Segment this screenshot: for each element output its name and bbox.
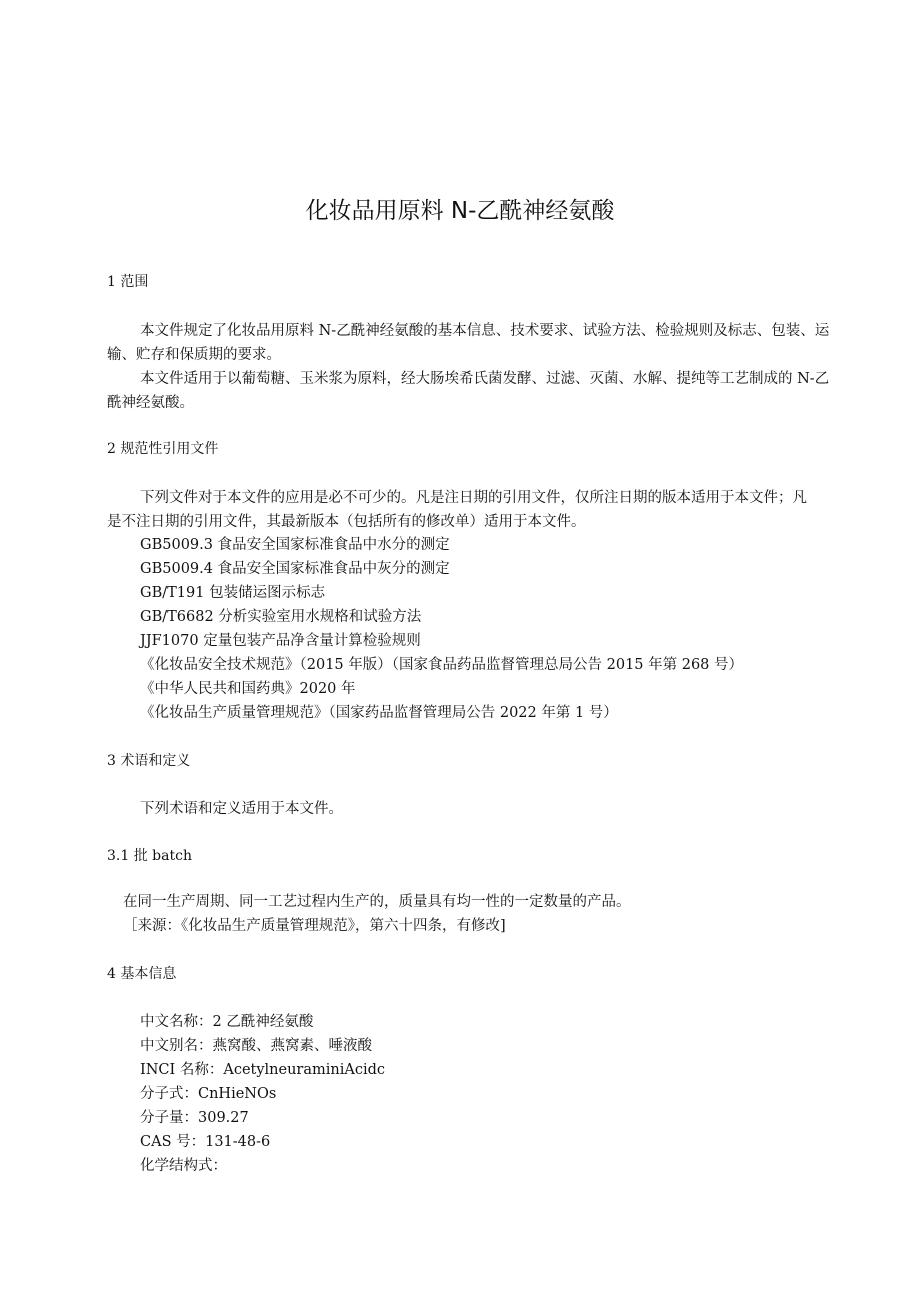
reference-item: 《化妆品安全技术规范》（2015 年版）（国家食品药品监督管理总局公告 2015 年第 268 号） bbox=[140, 657, 744, 673]
section-1-heading: 1 范围 bbox=[107, 274, 149, 290]
info-molecular-weight: 分子量：309.27 bbox=[140, 1110, 249, 1126]
section-3-heading: 3 术语和定义 bbox=[107, 753, 191, 769]
info-chinese-alias: 中文别名：燕窝酸、燕窝素、唾液酸 bbox=[140, 1038, 372, 1054]
reference-item: GB/T6682 分析实验室用水规格和试验方法 bbox=[140, 609, 422, 625]
section-3-intro: 下列术语和定义适用于本文件。 bbox=[140, 801, 343, 817]
reference-item: 《中华人民共和国药典》2020 年 bbox=[140, 681, 356, 697]
section-1-para-1: 本文件规定了化妆品用原料 N-乙酰神经氨酸的基本信息、技术要求、试验方法、检验规则及标志、包装、运输、贮存和保质期的要求。 bbox=[107, 323, 830, 363]
reference-item: GB5009.4 食品安全国家标准食品中灰分的测定 bbox=[140, 561, 450, 577]
document-title: 化妆品用原料 N-乙酰神经氨酸 bbox=[305, 198, 615, 224]
info-cas-number: CAS 号：131-48-6 bbox=[140, 1134, 271, 1150]
section-3-1-heading: 3.1 批 batch bbox=[107, 848, 192, 864]
info-structure-label: 化学结构式： bbox=[140, 1158, 227, 1174]
reference-item: JJF1070 定量包装产品净含量计算检验规则 bbox=[140, 633, 421, 649]
reference-item: 《化妆品生产质量管理规范》（国家药品监督管理局公告 2022 年第 1 号） bbox=[140, 705, 618, 721]
reference-item: GB/T191 包装储运图示标志 bbox=[140, 585, 326, 601]
section-2-intro: 下列文件对于本文件的应用是必不可少的。凡是注日期的引用文件，仅所注日期的版本适用于本文件；凡是不注日期的引用文件，其最新版本（包括所有的修改单）适用于本文件。 bbox=[107, 490, 807, 530]
reference-item: GB5009.3 食品安全国家标准食品中水分的测定 bbox=[140, 537, 450, 553]
batch-definition: 在同一生产周期、同一工艺过程内生产的，质量具有均一性的一定数量的产品。 bbox=[123, 894, 631, 910]
info-chinese-name: 中文名称：2 乙酰神经氨酸 bbox=[140, 1014, 314, 1030]
section-4-heading: 4 基本信息 bbox=[107, 966, 177, 982]
section-2-heading: 2 规范性引用文件 bbox=[107, 441, 219, 457]
info-molecular-formula: 分子式：CnHieNOs bbox=[140, 1086, 277, 1102]
section-1-para-2: 本文件适用于以葡萄糖、玉米浆为原料，经大肠埃希氏菌发酵、过滤、灭菌、水解、提纯等工艺制成的 N-乙酰神经氨酸。 bbox=[107, 371, 830, 411]
info-inci-name: INCI 名称：AcetylneuraminiAcidc bbox=[140, 1062, 386, 1078]
batch-source-note: ［来源：《化妆品生产质量管理规范》，第六十四条，有修改] bbox=[123, 918, 506, 934]
